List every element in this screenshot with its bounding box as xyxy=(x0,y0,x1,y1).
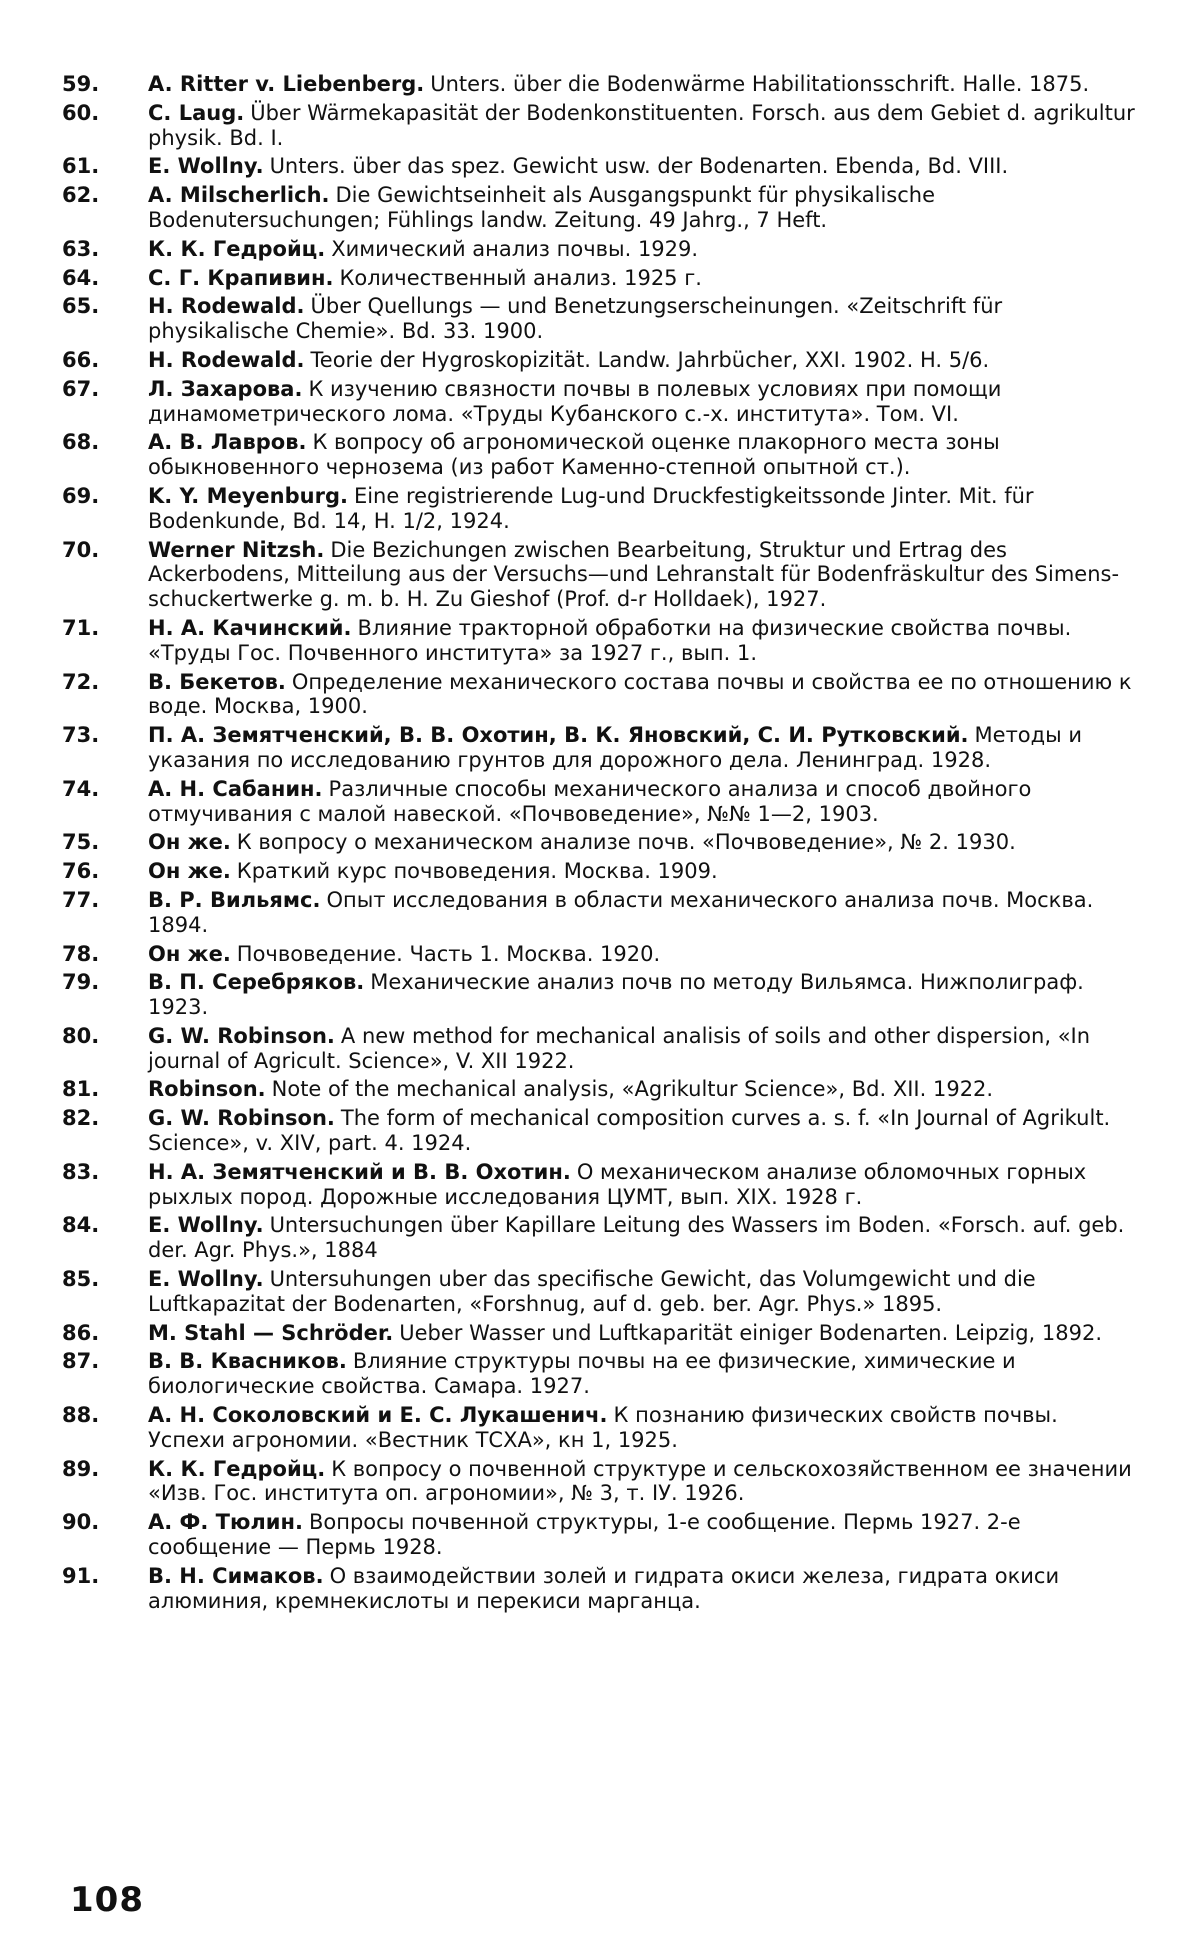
reference-number: 60. xyxy=(62,100,100,125)
reference-author: A. Milscherlich. xyxy=(148,183,330,208)
reference-body xyxy=(148,777,1140,827)
reference-number: 62. xyxy=(62,183,100,208)
reference-author: А. В. Лавров. xyxy=(148,430,307,455)
reference-body xyxy=(148,154,1140,179)
reference-item xyxy=(60,484,1140,534)
reference-text: Влияние тракторной обработки на физические свойства почвы. «Труды Гос. Почвенного института» за 1927 г., вып. 1. xyxy=(148,615,1072,665)
reference-number: 65. xyxy=(62,294,100,319)
reference-number: 89. xyxy=(62,1456,100,1481)
reference-item xyxy=(60,670,1140,720)
reference-body xyxy=(148,72,1140,97)
reference-item xyxy=(60,266,1140,291)
reference-body xyxy=(148,1106,1140,1156)
reference-item xyxy=(60,1160,1140,1210)
reference-text: К вопросу об агрономической оценке плакорного места зоны обыкновенного чернозема (из работ Каменно-степной опытной ст.). xyxy=(148,430,1000,480)
reference-body xyxy=(148,1403,1140,1453)
reference-text: Untersuchungen über Kapillare Leitung des Wassers im Boden. «Forsch. auf. geb. der. Agr. Phys.», 1884 xyxy=(148,1213,1125,1263)
reference-body xyxy=(148,377,1140,427)
reference-item xyxy=(60,348,1140,373)
reference-body xyxy=(148,888,1140,938)
reference-author: H. Rodewald. xyxy=(148,347,305,372)
reference-body xyxy=(148,1077,1140,1102)
reference-body xyxy=(148,1564,1140,1614)
reference-item xyxy=(60,538,1140,612)
reference-text: Die Gewichtseinheit als Ausgangspunkt für physikalische Bodenutersuchungen; Fühlings landw. Zeitung. 49 Jahrg., 7 Heft. xyxy=(148,183,936,232)
reference-number: 76. xyxy=(62,859,100,884)
reference-text: Note of the mechanical analysis, «Agrikultur Science», Bd. XII. 1922. xyxy=(271,1077,994,1102)
reference-body xyxy=(148,1349,1140,1399)
reference-item xyxy=(60,1267,1140,1317)
reference-text: К вопросу о механическом анализе почв. «Почвоведение», № 2. 1930. xyxy=(236,830,1016,855)
reference-author: Н. А. Качинский. xyxy=(148,615,352,640)
reference-item xyxy=(60,101,1140,151)
reference-number: 74. xyxy=(62,776,100,801)
reference-number: 73. xyxy=(62,723,100,748)
reference-item xyxy=(60,1024,1140,1074)
reference-author: В. Бекетов. xyxy=(148,669,286,694)
reference-number: 83. xyxy=(62,1159,100,1184)
reference-body xyxy=(148,101,1140,151)
reference-body xyxy=(148,266,1140,291)
reference-text: Определение механического состава почвы и свойства ее по отношению к воде. Москва, 1900. xyxy=(148,669,1132,719)
reference-author: H. Rodewald. xyxy=(148,294,305,319)
reference-item xyxy=(60,72,1140,97)
reference-number: 69. xyxy=(62,483,100,508)
reference-item xyxy=(60,1564,1140,1614)
reference-number: 61. xyxy=(62,154,100,179)
reference-author: Werner Nitzsh. xyxy=(148,537,325,562)
reference-text: Unters. über die Bodenwärme Habilitationsschrift. Halle. 1875. xyxy=(430,72,1090,96)
reference-body xyxy=(148,830,1140,855)
reference-author: С. Г. Крапивин. xyxy=(148,265,334,290)
reference-number: 80. xyxy=(62,1023,100,1048)
reference-body xyxy=(148,1321,1140,1346)
reference-author: А. Н. Сабанин. xyxy=(148,776,323,801)
reference-text: К познанию физических свойств почвы. Успехи агрономии. «Вестник ТСХА», кн 1, 1925. xyxy=(148,1403,1058,1452)
reference-author: A. Ritter v. Liebenberg. xyxy=(148,72,425,96)
reference-body xyxy=(148,942,1140,967)
reference-text: Untersuhungen uber das specifische Gewicht, das Volumgewicht und die Luftkapazitat der Bodenarten, «Forshnug, auf d. geb. ber. Agr. Phys.» 1895. xyxy=(148,1267,1036,1316)
reference-author: E. Wollny. xyxy=(148,1213,264,1238)
reference-item xyxy=(60,1403,1140,1453)
reference-number: 87. xyxy=(62,1349,100,1374)
reference-author: K. Y. Meyenburg. xyxy=(148,483,348,508)
reference-number: 63. xyxy=(62,236,100,261)
reference-number: 67. xyxy=(62,376,100,401)
reference-author: Л. Захарова. xyxy=(148,376,303,401)
reference-item xyxy=(60,859,1140,884)
reference-number: 81. xyxy=(62,1077,100,1102)
reference-author: А. Ф. Тюлин. xyxy=(148,1510,303,1535)
reference-text: К изучению связности почвы в полевых условиях при помощи динамометрического лома. «Труды Кубанского с.-х. института». Том. VI. xyxy=(148,376,1002,426)
reference-number: 77. xyxy=(62,887,100,912)
reference-text: Механические анализ почв по методу Вильямса. Нижполиграф. 1923. xyxy=(148,970,1084,1020)
reference-author: E. Wollny. xyxy=(148,1267,264,1292)
reference-text: A new method for mechanical analisis of soils and other dispersion, «In journal of Agricult. Science», V. XII 1922. xyxy=(148,1023,1091,1073)
reference-text: Die Bezichungen zwischen Bearbeitung, Struktur und Ertrag des Ackerbodens, Mitteilung aus der Versuchs—und Lehranstalt für Bodenfräskultur des Simens-schuckertwerke g. m. b. H. Zu Gieshof (Prof. d-r Holldaek), 1927. xyxy=(148,537,1120,612)
reference-author: К. К. Гедройц. xyxy=(148,1456,326,1481)
reference-body xyxy=(148,616,1140,666)
page-number: 108 xyxy=(70,1880,144,1920)
reference-number: 59. xyxy=(62,72,100,96)
reference-author: А. Н. Соколовский и Е. С. Лукашенич. xyxy=(148,1403,608,1428)
reference-body xyxy=(148,348,1140,373)
reference-number: 70. xyxy=(62,537,100,562)
reference-text: The form of mechanical composition curves a. s. f. «In Journal of Agrikult. Science», v. XIV, part. 4. 1924. xyxy=(148,1106,1111,1156)
reference-body xyxy=(148,484,1140,534)
reference-text: Ueber Wasser und Luftkaparität einiger Bodenarten. Leipzig, 1892. xyxy=(399,1320,1102,1345)
reference-body xyxy=(148,1267,1140,1317)
reference-number: 90. xyxy=(62,1510,100,1535)
reference-item xyxy=(60,777,1140,827)
reference-item xyxy=(60,1321,1140,1346)
reference-item xyxy=(60,430,1140,480)
reference-text: Вопросы почвенной структуры, 1-е сообщение. Пермь 1927. 2-е сообщение — Пермь 1928. xyxy=(148,1510,1021,1560)
reference-item xyxy=(60,616,1140,666)
reference-text: Опыт исследования в области механического анализа почв. Москва. 1894. xyxy=(148,887,1094,937)
reference-author: G. W. Robinson. xyxy=(148,1023,335,1048)
reference-author: E. Wollny. xyxy=(148,154,264,179)
reference-body xyxy=(148,237,1140,262)
reference-item xyxy=(60,1510,1140,1560)
reference-body xyxy=(148,538,1140,612)
reference-text: Влияние структуры почвы на ее физические, химические и биологические свойства. Самара. 1927. xyxy=(148,1349,1016,1399)
reference-text: Количественный анализ. 1925 г. xyxy=(339,265,702,290)
reference-item xyxy=(60,1349,1140,1399)
reference-text: Über Quellungs — und Benetzungserscheinungen. «Zeitschrift für physikalische Chemie». Bd. 33. 1900. xyxy=(148,294,1003,344)
reference-author: В. Н. Симаков. xyxy=(148,1563,324,1588)
reference-number: 79. xyxy=(62,970,100,995)
reference-item xyxy=(60,970,1140,1020)
reference-text: Unters. über das spez. Gewicht usw. der Bodenarten. Ebenda, Bd. VIII. xyxy=(269,154,1009,179)
reference-number: 78. xyxy=(62,941,100,966)
reference-item xyxy=(60,1077,1140,1102)
reference-item xyxy=(60,1106,1140,1156)
reference-number: 64. xyxy=(62,265,100,290)
reference-number: 75. xyxy=(62,830,100,855)
reference-text: Краткий курс почвоведения. Москва. 1909. xyxy=(236,859,718,884)
reference-author: M. Stahl — Schröder. xyxy=(148,1320,394,1345)
reference-text: Über Wärmekapasität der Bodenkonstituenten. Forsch. aus dem Gebiet d. agrikultur physik. Bd. I. xyxy=(148,100,1135,150)
reference-number: 82. xyxy=(62,1106,100,1131)
reference-body xyxy=(148,1457,1140,1507)
reference-body xyxy=(148,183,1140,233)
reference-item xyxy=(60,377,1140,427)
reference-text: Различные способы механического анализа и способ двойного отмучивания с малой навеской. «Почвоведение», №№ 1—2, 1903. xyxy=(148,776,1032,826)
reference-author: Он же. xyxy=(148,830,231,855)
reference-text: О взаимодействии золей и гидрата окиси железа, гидрата окиси алюминия, кремнекислоты и перекиси марганца. xyxy=(148,1563,1060,1613)
reference-number: 91. xyxy=(62,1563,100,1588)
reference-body xyxy=(148,970,1140,1020)
reference-text: К вопросу о почвенной структуре и сельскохозяйственном ее значении «Изв. Гос. института оп. агрономии», № 3, т. IУ. 1926. xyxy=(148,1456,1132,1506)
reference-item xyxy=(60,1213,1140,1263)
reference-item xyxy=(60,237,1140,262)
reference-author: Н. А. Земятченский и В. В. Охотин. xyxy=(148,1159,571,1184)
reference-body xyxy=(148,430,1140,480)
reference-body xyxy=(148,1510,1140,1560)
reference-text: Teorie der Hygroskopizität. Landw. Jahrbücher, XXI. 1902. H. 5/6. xyxy=(310,347,990,372)
reference-number: 86. xyxy=(62,1320,100,1345)
reference-list xyxy=(60,72,1140,1613)
reference-body xyxy=(148,294,1140,344)
reference-text: Eine registrierende Lug-und Druckfestigkeitssonde Jinter. Mit. für Bodenkunde, Bd. 14, H. 1/2, 1924. xyxy=(148,483,1034,533)
reference-number: 85. xyxy=(62,1267,100,1292)
reference-author: Robinson. xyxy=(148,1077,266,1102)
reference-author: В. П. Серебряков. xyxy=(148,970,365,995)
reference-author: В. В. Квасников. xyxy=(148,1349,347,1374)
reference-item xyxy=(60,942,1140,967)
reference-number: 72. xyxy=(62,669,100,694)
reference-text: Химический анализ почвы. 1929. xyxy=(331,236,699,261)
reference-body xyxy=(148,723,1140,773)
reference-body xyxy=(148,1024,1140,1074)
reference-author: Он же. xyxy=(148,859,231,884)
reference-author: Он же. xyxy=(148,941,231,966)
reference-item xyxy=(60,1457,1140,1507)
reference-author: П. А. Земятченский, В. В. Охотин, В. К. Яновский, С. И. Рутковский. xyxy=(148,723,969,748)
reference-body xyxy=(148,859,1140,884)
reference-author: C. Laug. xyxy=(148,100,245,125)
reference-body xyxy=(148,1213,1140,1263)
reference-item xyxy=(60,294,1140,344)
reference-number: 84. xyxy=(62,1213,100,1238)
reference-number: 88. xyxy=(62,1403,100,1428)
reference-body xyxy=(148,1160,1140,1210)
reference-text: Методы и указания по исследованию грунтов для дорожного дела. Ленинград. 1928. xyxy=(148,723,1083,772)
reference-item xyxy=(60,888,1140,938)
reference-item xyxy=(60,183,1140,233)
reference-author: G. W. Robinson. xyxy=(148,1106,335,1131)
reference-body xyxy=(148,670,1140,720)
reference-text: О механическом анализе обломочных горных рыхлых пород. Дорожные исследования ЦУМТ, вып. XIX. 1928 г. xyxy=(148,1159,1087,1209)
reference-author: К. К. Гедройц. xyxy=(148,236,326,261)
reference-number: 66. xyxy=(62,347,100,372)
reference-item xyxy=(60,830,1140,855)
reference-text: Почвоведение. Часть 1. Москва. 1920. xyxy=(236,941,661,966)
reference-number: 71. xyxy=(62,615,100,640)
reference-number: 68. xyxy=(62,430,100,455)
reference-item xyxy=(60,154,1140,179)
reference-author: В. Р. Вильямс. xyxy=(148,887,321,912)
reference-item xyxy=(60,723,1140,773)
